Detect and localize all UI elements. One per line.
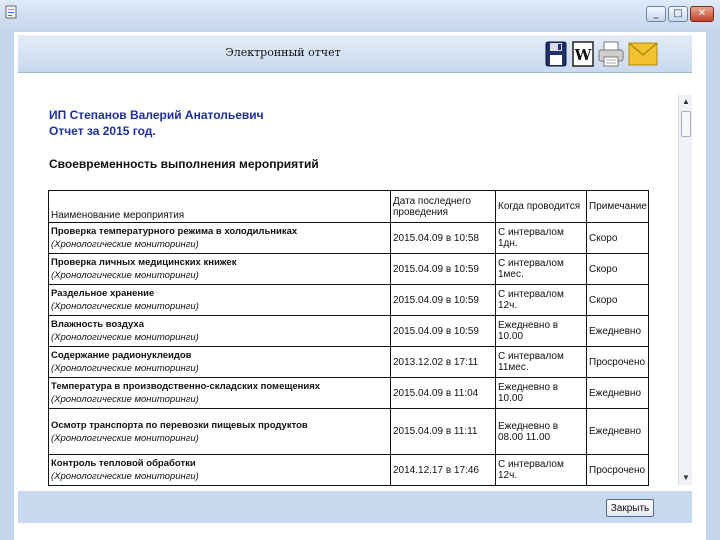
print-button[interactable] [597,40,625,68]
event-category: (Хронологические мониторинги) [51,270,199,281]
event-category: (Хронологические мониторинги) [51,239,199,250]
window-frame-left [0,32,14,540]
mail-icon [628,42,658,66]
event-date: 2015.04.09 в 10:58 [391,223,496,254]
event-schedule: С интервалом 1мес. [496,254,587,285]
event-name: Контроль тепловой обработки [51,458,196,469]
column-header-note: Примечание [587,191,649,223]
word-icon [572,41,594,67]
event-schedule: С интервалом 12ч. [496,455,587,486]
event-note: Скоро [587,285,649,316]
event-schedule: С интервалом 12ч. [496,285,587,316]
event-name: Содержание радионуклеидов [51,350,192,361]
table-header-row [49,191,649,223]
window-controls [646,6,714,22]
print-icon [598,41,624,67]
event-category: (Хронологические мониторинги) [51,363,199,374]
event-schedule: С интервалом 11мес. [496,347,587,378]
column-header-when: Когда проводится [496,191,587,223]
scroll-up-arrow[interactable]: ▲ [682,97,690,106]
table-row [49,316,649,347]
event-name: Влажность воздуха [51,319,144,330]
app-icon [4,5,18,19]
report-owner: ИП Степанов Валерий Анатольевич [49,108,264,122]
window-frame-right [706,32,720,540]
event-name: Температура в производственно-складских помещениях [51,381,321,392]
events-table [48,190,649,486]
report-toolbar [18,35,692,73]
event-category: (Хронологические мониторинги) [51,394,199,405]
event-date: 2015.04.09 в 11:11 [391,409,496,455]
event-name: Осмотр транспорта по перевозки пищевых продуктов [51,419,308,431]
dialog-footer [18,491,692,523]
event-date: 2015.04.09 в 11:04 [391,378,496,409]
event-schedule: С интервалом 1дн. [496,223,587,254]
event-name: Проверка личных медицинских книжек [51,257,237,268]
event-cell [49,254,391,285]
event-category: (Хронологические мониторинги) [51,301,199,312]
close-window-button[interactable]: ✕ [690,6,714,22]
event-note: Ежедневно [587,378,649,409]
event-note-overdue: Просрочено [587,347,649,378]
export-word-button[interactable] [571,40,595,68]
event-category: (Хронологические мониторинги) [51,432,199,444]
send-mail-button[interactable] [627,40,659,68]
event-cell [49,285,391,316]
scroll-down-arrow[interactable]: ▼ [682,473,690,482]
table-row [49,378,649,409]
close-button[interactable]: Закрыть [606,499,654,517]
save-icon [545,41,567,67]
event-cell [49,455,391,486]
event-date: 2015.04.09 в 10:59 [391,316,496,347]
event-date: 2015.04.09 в 10:59 [391,285,496,316]
minimize-button[interactable]: _ [646,6,666,22]
event-date: 2015.04.09 в 10:59 [391,254,496,285]
column-header-date: Дата последнего проведения [391,191,496,223]
event-note: Ежедневно [587,316,649,347]
event-schedule: Ежедневно в 10.00 [496,378,587,409]
table-row [49,455,649,486]
table-row [49,254,649,285]
event-category: (Хронологические мониторинги) [51,332,199,343]
table-row [49,223,649,254]
report-period: Отчет за 2015 год. [49,124,156,138]
event-schedule: Ежедневно в 10.00 [496,316,587,347]
event-date: 2013.12.02 в 17:11 [391,347,496,378]
toolbar-title: Электронный отчет [225,46,341,59]
event-date: 2014.12.17 в 17:46 [391,455,496,486]
section-title: Своевременность выполнения мероприятий [49,157,319,171]
event-name: Раздельное хранение [51,288,155,299]
column-header-name: Наименование мероприятия [49,191,391,223]
event-name: Проверка температурного режима в холодильниках [51,226,298,237]
event-cell [49,409,391,455]
table-row [49,285,649,316]
event-cell [49,347,391,378]
scroll-thumb[interactable] [681,111,691,137]
event-note: Скоро [587,223,649,254]
event-cell [49,223,391,254]
table-row [49,347,649,378]
event-category: (Хронологические мониторинги) [51,471,199,482]
event-schedule: Ежедневно в 08.00 11.00 [496,409,587,455]
event-cell [49,378,391,409]
report-view [18,74,678,486]
vertical-scrollbar[interactable] [678,95,692,485]
event-note: Скоро [587,254,649,285]
maximize-button[interactable]: □ [668,6,688,22]
event-note: Ежедневно [587,409,649,455]
svg-text:W: W [574,46,592,64]
save-button[interactable] [544,40,568,68]
event-note-overdue: Просрочено [587,455,649,486]
event-cell [49,316,391,347]
window-titlebar [0,0,720,32]
table-row [49,409,649,455]
